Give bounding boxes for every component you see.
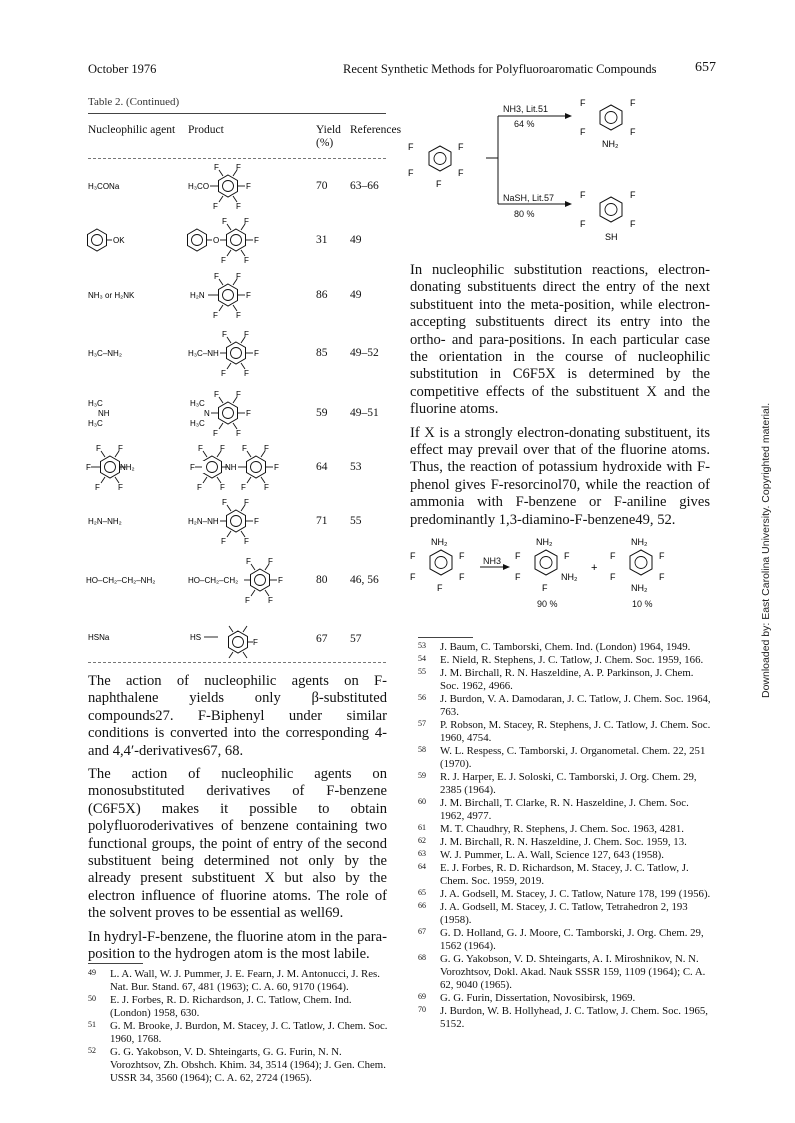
- svg-text:F: F: [564, 551, 570, 561]
- footnote: 54 E. Nield, R. Stephens, J. C. Tatlow, J. Chem. Soc. 1959, 166.: [418, 654, 704, 666]
- svg-text:H₃C: H₃C: [88, 419, 103, 428]
- yield-8: 80: [316, 574, 328, 586]
- svg-text:H₃C: H₃C: [190, 419, 205, 428]
- product-meta-diamine: [515, 537, 578, 593]
- footnote: 66 J. A. Godsell, M. Stacey, J. C. Tatlow, Tetrahedron 2, 193 (1958).: [418, 901, 688, 926]
- svg-text:SH: SH: [605, 232, 618, 242]
- svg-text:NH₂: NH₂: [431, 537, 448, 547]
- footnotes-right: [418, 641, 713, 1031]
- svg-text:F: F: [86, 463, 91, 472]
- table-caption: Table 2. (Continued): [88, 96, 180, 108]
- footnote: 60 J. M. Birchall, T. Clarke, R. N. Haszeldine, J. Chem. Soc. 1962, 4977.: [418, 797, 689, 822]
- footnote: 69 G. G. Furin, Dissertation, Novosibirsk, 1969.: [418, 992, 636, 1004]
- refs-6: 53: [350, 461, 362, 473]
- svg-text:F: F: [659, 551, 665, 561]
- svg-text:F: F: [630, 127, 636, 137]
- refs-5: 49–51: [350, 407, 379, 419]
- footnotes-left: [88, 968, 388, 1085]
- row-2-structure: [88, 217, 260, 265]
- refs-1: 63–66: [350, 180, 379, 192]
- row-7-structure: [88, 498, 259, 546]
- footnote: 57 P. Robson, M. Stacey, R. Stephens, J. C. Tatlow, J. Chem. Soc. 1960, 4754.: [418, 719, 711, 744]
- svg-text:NH₂: NH₂: [631, 537, 648, 547]
- reaction-scheme-2: [405, 533, 710, 633]
- yield-9: 67: [316, 633, 328, 645]
- svg-text:HO–CH₂–CH₂–NH₂: HO–CH₂–CH₂–NH₂: [86, 576, 156, 585]
- row-9-ring: [218, 622, 258, 660]
- yield-3: 86: [316, 289, 328, 301]
- row-5-structure: [88, 390, 251, 438]
- table-top-rule: [88, 113, 386, 114]
- paragraph: In nucleophilic substitution reactions, electron-donating substituents direct the entry of the next substituent into the meta-position, while electron-accepting substituents direct its entry into the ortho- and para-positions. In each particular case the orientation in the course of nucleophilic substitution in C6F5X is determined by the competitive effects of the substituent X and the fluorine atoms.: [410, 262, 710, 418]
- reaction-2-yield-b: 10 %: [632, 599, 653, 609]
- download-stamp: Downloaded by: East Carolina University. Copyrighted material.: [760, 402, 772, 698]
- paragraph: The action of nucleophilic agents on F-naphthalene yields only β-substituted compounds27. F-Biphenyl under similar conditions is converted into the corresponding 4- and 4,4′-derivatives67, 68.: [88, 673, 387, 759]
- svg-text:F: F: [458, 168, 464, 178]
- svg-text:F: F: [610, 572, 616, 582]
- svg-text:H₃C: H₃C: [88, 399, 103, 408]
- svg-text:F: F: [410, 551, 416, 561]
- row-4-structure: [88, 330, 259, 378]
- page-number: 657: [695, 60, 716, 75]
- footnote: 65 J. A. Godsell, M. Stacey, J. C. Tatlow, Nature 178, 199 (1956).: [418, 888, 711, 900]
- table-structures: F F F F F H₃CONa H₃CO OK O NH₃ or H₂NK H₂N H₃C–NH₂ H₃C–NH H₃C NH H₃C H₃C N H₃C F NH₂ F NH H₂N–NH₂ H₂N–NH HO–CH₂–CH₂–NH₂ HO–CH₂–CH₂ HSNa HS: [80, 158, 320, 640]
- svg-text:F: F: [580, 190, 586, 200]
- svg-text:NH: NH: [225, 463, 237, 472]
- svg-text:NH: NH: [98, 409, 110, 418]
- footnote: 55 J. M. Birchall, R. N. Haszeldine, A. P. Parkinson, J. Chem. Soc. 1962, 4966.: [418, 667, 694, 692]
- svg-text:N: N: [204, 409, 210, 418]
- svg-text:NH₂: NH₂: [631, 583, 648, 593]
- footnote-rule-left: [88, 963, 143, 964]
- paragraph: In hydryl-F-benzene, the fluorine atom in the para-position to the hydrogen atom is the most labile.: [88, 928, 387, 963]
- svg-text:F: F: [410, 572, 416, 582]
- col-head-yield: Yield (%): [316, 124, 341, 149]
- left-text-block: [88, 673, 387, 964]
- svg-text:F: F: [436, 179, 442, 189]
- yield-4: 85: [316, 347, 328, 359]
- svg-text:HSNa: HSNa: [88, 633, 110, 642]
- refs-7: 55: [350, 515, 362, 527]
- svg-text:F: F: [610, 551, 616, 561]
- svg-text:F: F: [253, 638, 258, 647]
- svg-text:H₂N–NH₂: H₂N–NH₂: [88, 517, 122, 526]
- reaction-1-bottom-yield: 80 %: [514, 209, 535, 219]
- svg-text:O: O: [213, 236, 220, 245]
- svg-text:HS: HS: [190, 633, 202, 642]
- svg-text:NH₂: NH₂: [120, 463, 135, 472]
- svg-text:NH₂: NH₂: [561, 572, 578, 582]
- right-text-block: [410, 262, 710, 529]
- product-para-diamine: [610, 537, 665, 593]
- table-bottom-rule: [88, 662, 386, 663]
- svg-text:F: F: [437, 583, 443, 593]
- reaction-scheme-1: [400, 92, 710, 252]
- svg-text:H₂N: H₂N: [190, 291, 205, 300]
- footnote: 61 M. T. Chaudhry, R. Stephens, J. Chem. Soc. 1963, 4281.: [418, 823, 684, 835]
- svg-text:F: F: [630, 98, 636, 108]
- refs-3: 49: [350, 289, 362, 301]
- paragraph: If X is a strongly electron-donating substituent, its effect may prevail over that of the fluorine atoms. Thus, the reaction of potassium hydroxide with F-phenol gives F-resorcinol70, while the reaction of ammonia with F-benzene or F-aniline gives predominantly 1,3-diamino-F-benzene49, 52.: [410, 424, 710, 528]
- refs-4: 49–52: [350, 347, 379, 359]
- svg-text:NH₂: NH₂: [602, 139, 619, 149]
- reaction-1-top-reagent: NH3, Lit.51: [503, 104, 549, 114]
- footnote: 70 J. Burdon, W. B. Hollyhead, J. C. Tatlow, J. Chem. Soc. 1965, 5152.: [418, 1005, 708, 1030]
- svg-text:+: +: [591, 562, 598, 574]
- running-title: Recent Synthetic Methods for Polyfluoroaromatic Compounds: [343, 62, 657, 76]
- footnote: 52 G. G. Yakobson, V. D. Shteingarts, G. G. Furin, N. N. Vorozhtsov, Zh. Obshch. Khim. 34, 3514 (1964); J. Gen. Chem. USSR 34, 3560 (1964); C. A. 62, 2724 (1965).: [88, 1046, 386, 1084]
- svg-text:F: F: [408, 168, 414, 178]
- svg-text:F: F: [630, 190, 636, 200]
- yield-7: 71: [316, 515, 328, 527]
- running-date: October 1976: [88, 62, 157, 76]
- pentafluoroaniline-reactant: [410, 537, 465, 593]
- row-9-structure: [88, 633, 218, 642]
- refs-2: 49: [350, 234, 362, 246]
- svg-text:F: F: [659, 572, 665, 582]
- refs-8: 46, 56: [350, 574, 379, 586]
- pentafluorobenzene-reactant: [408, 142, 464, 189]
- svg-text:F: F: [459, 551, 465, 561]
- svg-text:F: F: [515, 551, 521, 561]
- col-head-agent: Nucleophilic agent: [88, 124, 176, 136]
- product-mercaptotetrafluorobenzene: [580, 190, 636, 242]
- footnote: 49 L. A. Wall, W. J. Pummer, J. E. Fearn, J. M. Antonucci, J. Res. Nat. Bur. Stand. 67, 481 (1963); C. A. 60, 9170 (1964).: [88, 968, 380, 993]
- row-8-structure: [86, 557, 283, 605]
- svg-text:F: F: [459, 572, 465, 582]
- footnote: 59 R. J. Harper, E. J. Soloski, C. Tamborski, J. Org. Chem. 29, 2385 (1964).: [418, 771, 697, 796]
- reaction-1-top-yield: 64 %: [514, 119, 535, 129]
- svg-text:H₂N–NH: H₂N–NH: [188, 517, 219, 526]
- svg-text:F: F: [408, 142, 414, 152]
- paragraph: The action of nucleophilic agents on monosubstituted derivatives of F-benzene (C6F5X) makes it possible to obtain polyfluoroderivatives of benzene containing two functional groups, the point of entry of the second substituent being determined not only by the already present substituent X but also by the electron influence of fluorine atoms. The role of the solvent proves to be essential as well69.: [88, 766, 387, 922]
- svg-text:NH₃ or H₂NK: NH₃ or H₂NK: [88, 291, 135, 300]
- svg-text:H₃C: H₃C: [190, 399, 205, 408]
- footnote: 64 E. J. Forbes, R. D. Richardson, M. Stacey, J. C. Tatlow, J. Chem. Soc. 1959, 2019.: [418, 862, 689, 887]
- footnote: 58 W. L. Respess, C. Tamborski, J. Organometal. Chem. 22, 251 (1970).: [418, 745, 706, 770]
- footnote: 51 G. M. Brooke, J. Burdon, M. Stacey, J. C. Tatlow, J. Chem. Soc. 1960, 1768.: [88, 1020, 388, 1045]
- reaction-2-yield-a: 90 %: [537, 599, 558, 609]
- svg-text:F: F: [580, 127, 586, 137]
- svg-text:H₃CO: H₃CO: [188, 182, 210, 191]
- svg-text:F: F: [190, 463, 195, 472]
- yield-5: 59: [316, 407, 328, 419]
- svg-text:OK: OK: [113, 236, 125, 245]
- row-6-structure: [80, 444, 279, 492]
- svg-text:HO–CH₂–CH₂: HO–CH₂–CH₂: [188, 576, 239, 585]
- svg-text:F: F: [580, 219, 586, 229]
- svg-text:NH₂: NH₂: [536, 537, 553, 547]
- footnote-rule-right: [418, 637, 473, 638]
- reaction-1-bottom-reagent: NaSH, Lit.57: [503, 193, 555, 203]
- row-3-structure: [88, 272, 251, 320]
- footnote: 67 G. D. Holland, G. J. Moore, C. Tamborski, J. Org. Chem. 29, 1562 (1964).: [418, 927, 704, 952]
- svg-text:F: F: [580, 98, 586, 108]
- footnote: 53 J. Baum, C. Tamborski, Chem. Ind. (London) 1964, 1949.: [418, 641, 691, 653]
- row-1-structure: [88, 163, 251, 211]
- product-aminotetrafluorobenzene: [580, 98, 636, 149]
- footnote: 62 J. M. Birchall, R. N. Haszeldine, J. Chem. Soc. 1959, 13.: [418, 836, 687, 848]
- yield-6: 64: [316, 461, 328, 473]
- svg-text:F: F: [542, 583, 548, 593]
- footnote: 50 E. J. Forbes, R. D. Richardson, J. C. Tatlow, Chem. Ind. (London) 1958, 630.: [88, 994, 352, 1019]
- svg-text:H₃CONa: H₃CONa: [88, 182, 120, 191]
- svg-text:H₃C–NH₂: H₃C–NH₂: [88, 349, 122, 358]
- footnote: 56 J. Burdon, V. A. Damodaran, J. C. Tatlow, J. Chem. Soc. 1964, 763.: [418, 693, 711, 718]
- col-head-refs: References: [350, 124, 402, 136]
- footnote: 68 G. G. Yakobson, V. D. Shteingarts, A. I. Miroshnikov, N. N. Vorozhtsov, Dokl. Akad. Nauk SSSR 159, 1109 (1964); C. A. 62, 9040 (1965).: [418, 953, 706, 991]
- svg-text:F: F: [630, 219, 636, 229]
- svg-text:H₃C–NH: H₃C–NH: [188, 349, 219, 358]
- svg-text:F: F: [458, 142, 464, 152]
- svg-text:F: F: [515, 572, 521, 582]
- col-head-product: Product: [188, 124, 224, 136]
- footnote: 63 W. J. Pummer, L. A. Wall, Science 127, 643 (1958).: [418, 849, 664, 861]
- yield-1: 70: [316, 180, 328, 192]
- reaction-2-reagent: NH3: [483, 556, 502, 566]
- refs-9: 57: [350, 633, 362, 645]
- yield-2: 31: [316, 234, 328, 246]
